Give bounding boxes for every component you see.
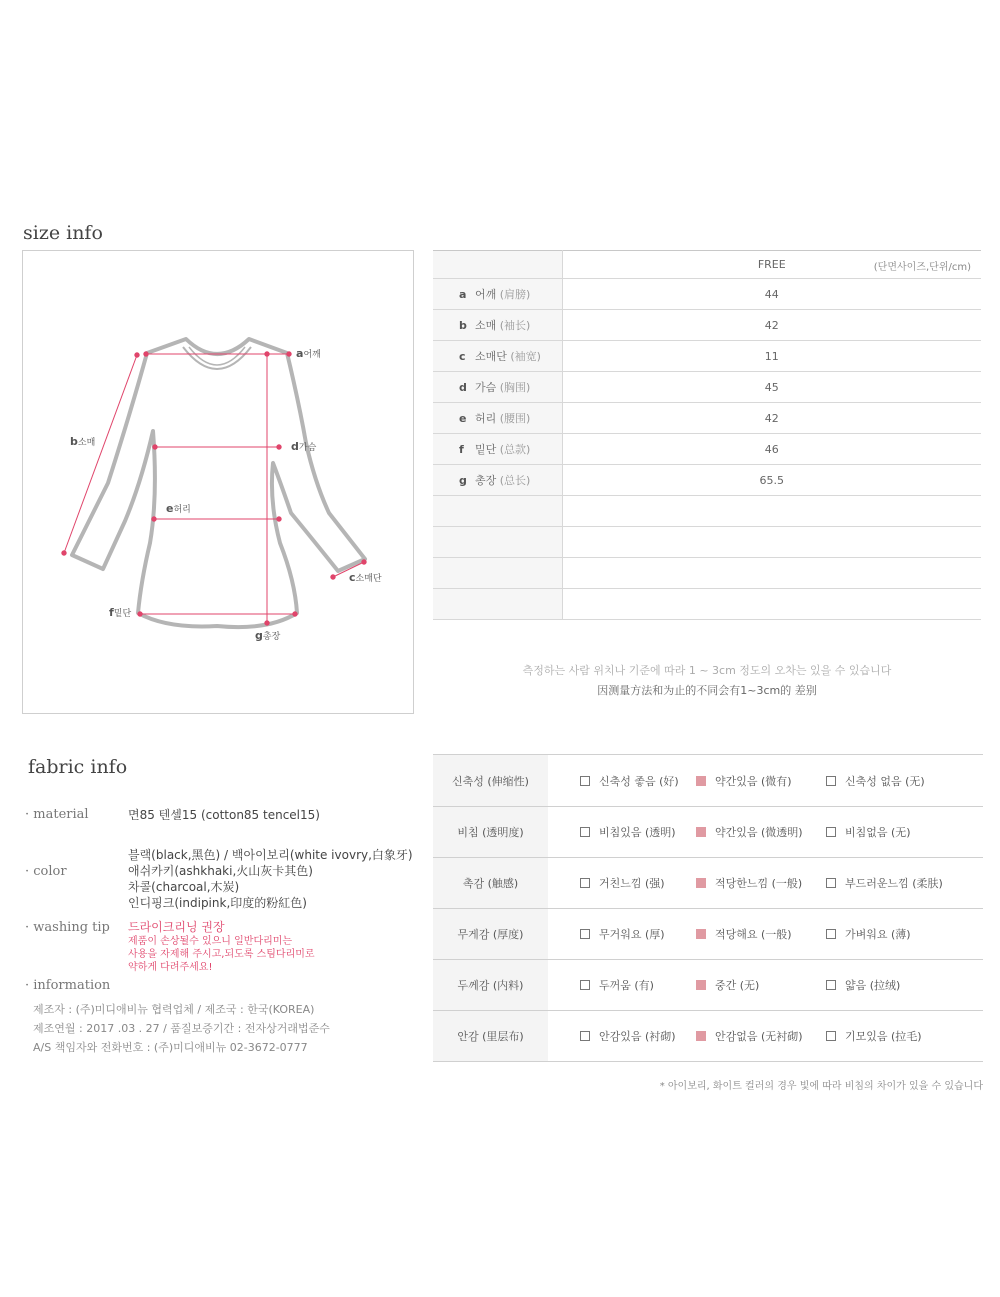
footnote: * 아이보리, 화이트 컬러의 경우 빛에 따라 비침의 차이가 있을 수 있습니다: [659, 1081, 983, 1092]
size-table-header: [433, 251, 981, 279]
fabric-option-selected: 중간 (无): [696, 977, 826, 993]
table-row: a 어깨 (肩膀) 44: [433, 279, 981, 310]
diagram-label-g: g총장: [255, 629, 281, 642]
size-table: [433, 250, 981, 620]
fabric-option-selected: 안감없음 (无衬砌): [696, 1028, 826, 1044]
fabric-row: 두께감 (内料) 두꺼움 (有) 중간 (无) 얇음 (拉绒): [433, 960, 983, 1011]
fabric-option: 비침없음 (无): [826, 824, 911, 840]
color-item: 블랙(black,黑色) / 백아이보리(white ivovry,白象牙): [128, 848, 413, 862]
diagram-label-c: c소매단: [349, 571, 382, 584]
size-info-heading: size info: [23, 222, 103, 244]
fabric-info-heading: fabric info: [28, 756, 128, 778]
fabric-row: 신축성 (伸缩性) 신축성 좋음 (好) 약간있음 (微有) 신축성 없음 (无): [433, 755, 983, 807]
fabric-option: 안감있음 (衬砌): [580, 1028, 696, 1044]
fabric-option: 가벼워요 (薄): [826, 926, 911, 942]
unit-note: (단면사이즈,단위/cm): [873, 262, 971, 273]
material-label: · material: [25, 807, 89, 822]
washing-sub-line: 약하게 다려주세요!: [128, 962, 213, 973]
table-row-empty: [433, 496, 981, 527]
info-line-date: 제조연월 : 2017 .03 . 27 / 품질보증기간 : 전자상거래법준수: [33, 1022, 330, 1035]
table-row-empty: [433, 527, 981, 558]
info-line-as: A/S 책임자와 전화번호 : (주)미디애비뉴 02-3672-0777: [33, 1041, 308, 1054]
measure-note-ko: 측정하는 사람 위치나 기준에 따라 1 ~ 3cm 정도의 오차는 있을 수 있습니다: [522, 664, 892, 677]
fabric-row: 비침 (透明度) 비침있음 (透明) 약간있음 (微透明) 비침없음 (无): [433, 807, 983, 858]
fabric-row: 촉감 (触感) 거친느낌 (强) 적당한느낌 (一般) 부드러운느낌 (柔肤): [433, 858, 983, 909]
fabric-option: 두꺼움 (有): [580, 977, 696, 993]
table-row: g 총장 (总长) 65.5: [433, 465, 981, 496]
fabric-option: 기모있음 (拉毛): [826, 1028, 922, 1044]
table-row: e 허리 (腰围) 42: [433, 403, 981, 434]
diagram-label-a: a어깨: [296, 347, 321, 360]
table-row-empty: [433, 589, 981, 620]
table-row: b 소매 (袖长) 42: [433, 310, 981, 341]
fabric-option: 신축성 없음 (无): [826, 773, 925, 789]
color-label: · color: [25, 864, 67, 879]
fabric-option-selected: 적당한느낌 (一般): [696, 875, 826, 891]
color-list: [128, 847, 413, 911]
diagram-label-d: d가슴: [291, 440, 317, 453]
table-row: f 밑단 (总款) 46: [433, 434, 981, 465]
fabric-row: 안감 (里层布) 안감있음 (衬砌) 안감없음 (无衬砌) 기모있음 (拉毛): [433, 1011, 983, 1062]
information-label: · information: [25, 978, 111, 993]
fabric-option-selected: 적당해요 (一般): [696, 926, 826, 942]
fabric-option: 신축성 좋음 (好): [580, 773, 696, 789]
fabric-table: [433, 754, 983, 1062]
table-row: c 소매단 (袖宽) 11: [433, 341, 981, 372]
material-value: 면85 텐셀15 (cotton85 tencel15): [128, 808, 320, 822]
table-row-empty: [433, 558, 981, 589]
color-item: 인디핑크(indipink,印度的粉紅色): [128, 896, 307, 910]
fabric-option: 비침있음 (透明): [580, 824, 696, 840]
fabric-row: 무게감 (厚度) 무거워요 (厚) 적당해요 (一般) 가벼워요 (薄): [433, 909, 983, 960]
fabric-option: 부드러운느낌 (柔肤): [826, 875, 943, 891]
washing-tip: [128, 919, 315, 974]
column-header-free: FREE: [757, 258, 786, 271]
diagram-label-e: e허리: [166, 502, 191, 515]
diagram-label-b: b소매: [70, 435, 96, 448]
fabric-option-selected: 약간있음 (微有): [696, 773, 826, 789]
fabric-option: 무거워요 (厚): [580, 926, 696, 942]
diagram-label-f: f밑단: [109, 606, 132, 619]
measure-note-cn: 因测量方法和为止的不同会有1~3cm的 差别: [597, 684, 817, 697]
color-item: 차콜(charcoal,木炭): [128, 880, 240, 894]
table-row: d 가슴 (胸围) 45: [433, 372, 981, 403]
size-diagram: [22, 250, 414, 714]
garment-outline: [23, 251, 415, 715]
color-item: 애쉬카키(ashkhaki,火山灰卡其色): [128, 864, 313, 878]
washing-sub-line: 사용을 자제해 주시고,되도록 스팀다리미로: [128, 949, 315, 960]
washing-sub-line: 제품이 손상될수 있으니 일반다리미는: [128, 936, 293, 947]
washing-main: 드라이크리닝 권장: [128, 920, 225, 934]
fabric-option-selected: 약간있음 (微透明): [696, 824, 826, 840]
washing-label: · washing tip: [25, 920, 110, 935]
info-line-maker: 제조자 : (주)미디애비뉴 협력업체 / 제조국 : 한국(KOREA): [33, 1003, 315, 1016]
fabric-option: 얇음 (拉绒): [826, 977, 900, 993]
fabric-option: 거친느낌 (强): [580, 875, 696, 891]
